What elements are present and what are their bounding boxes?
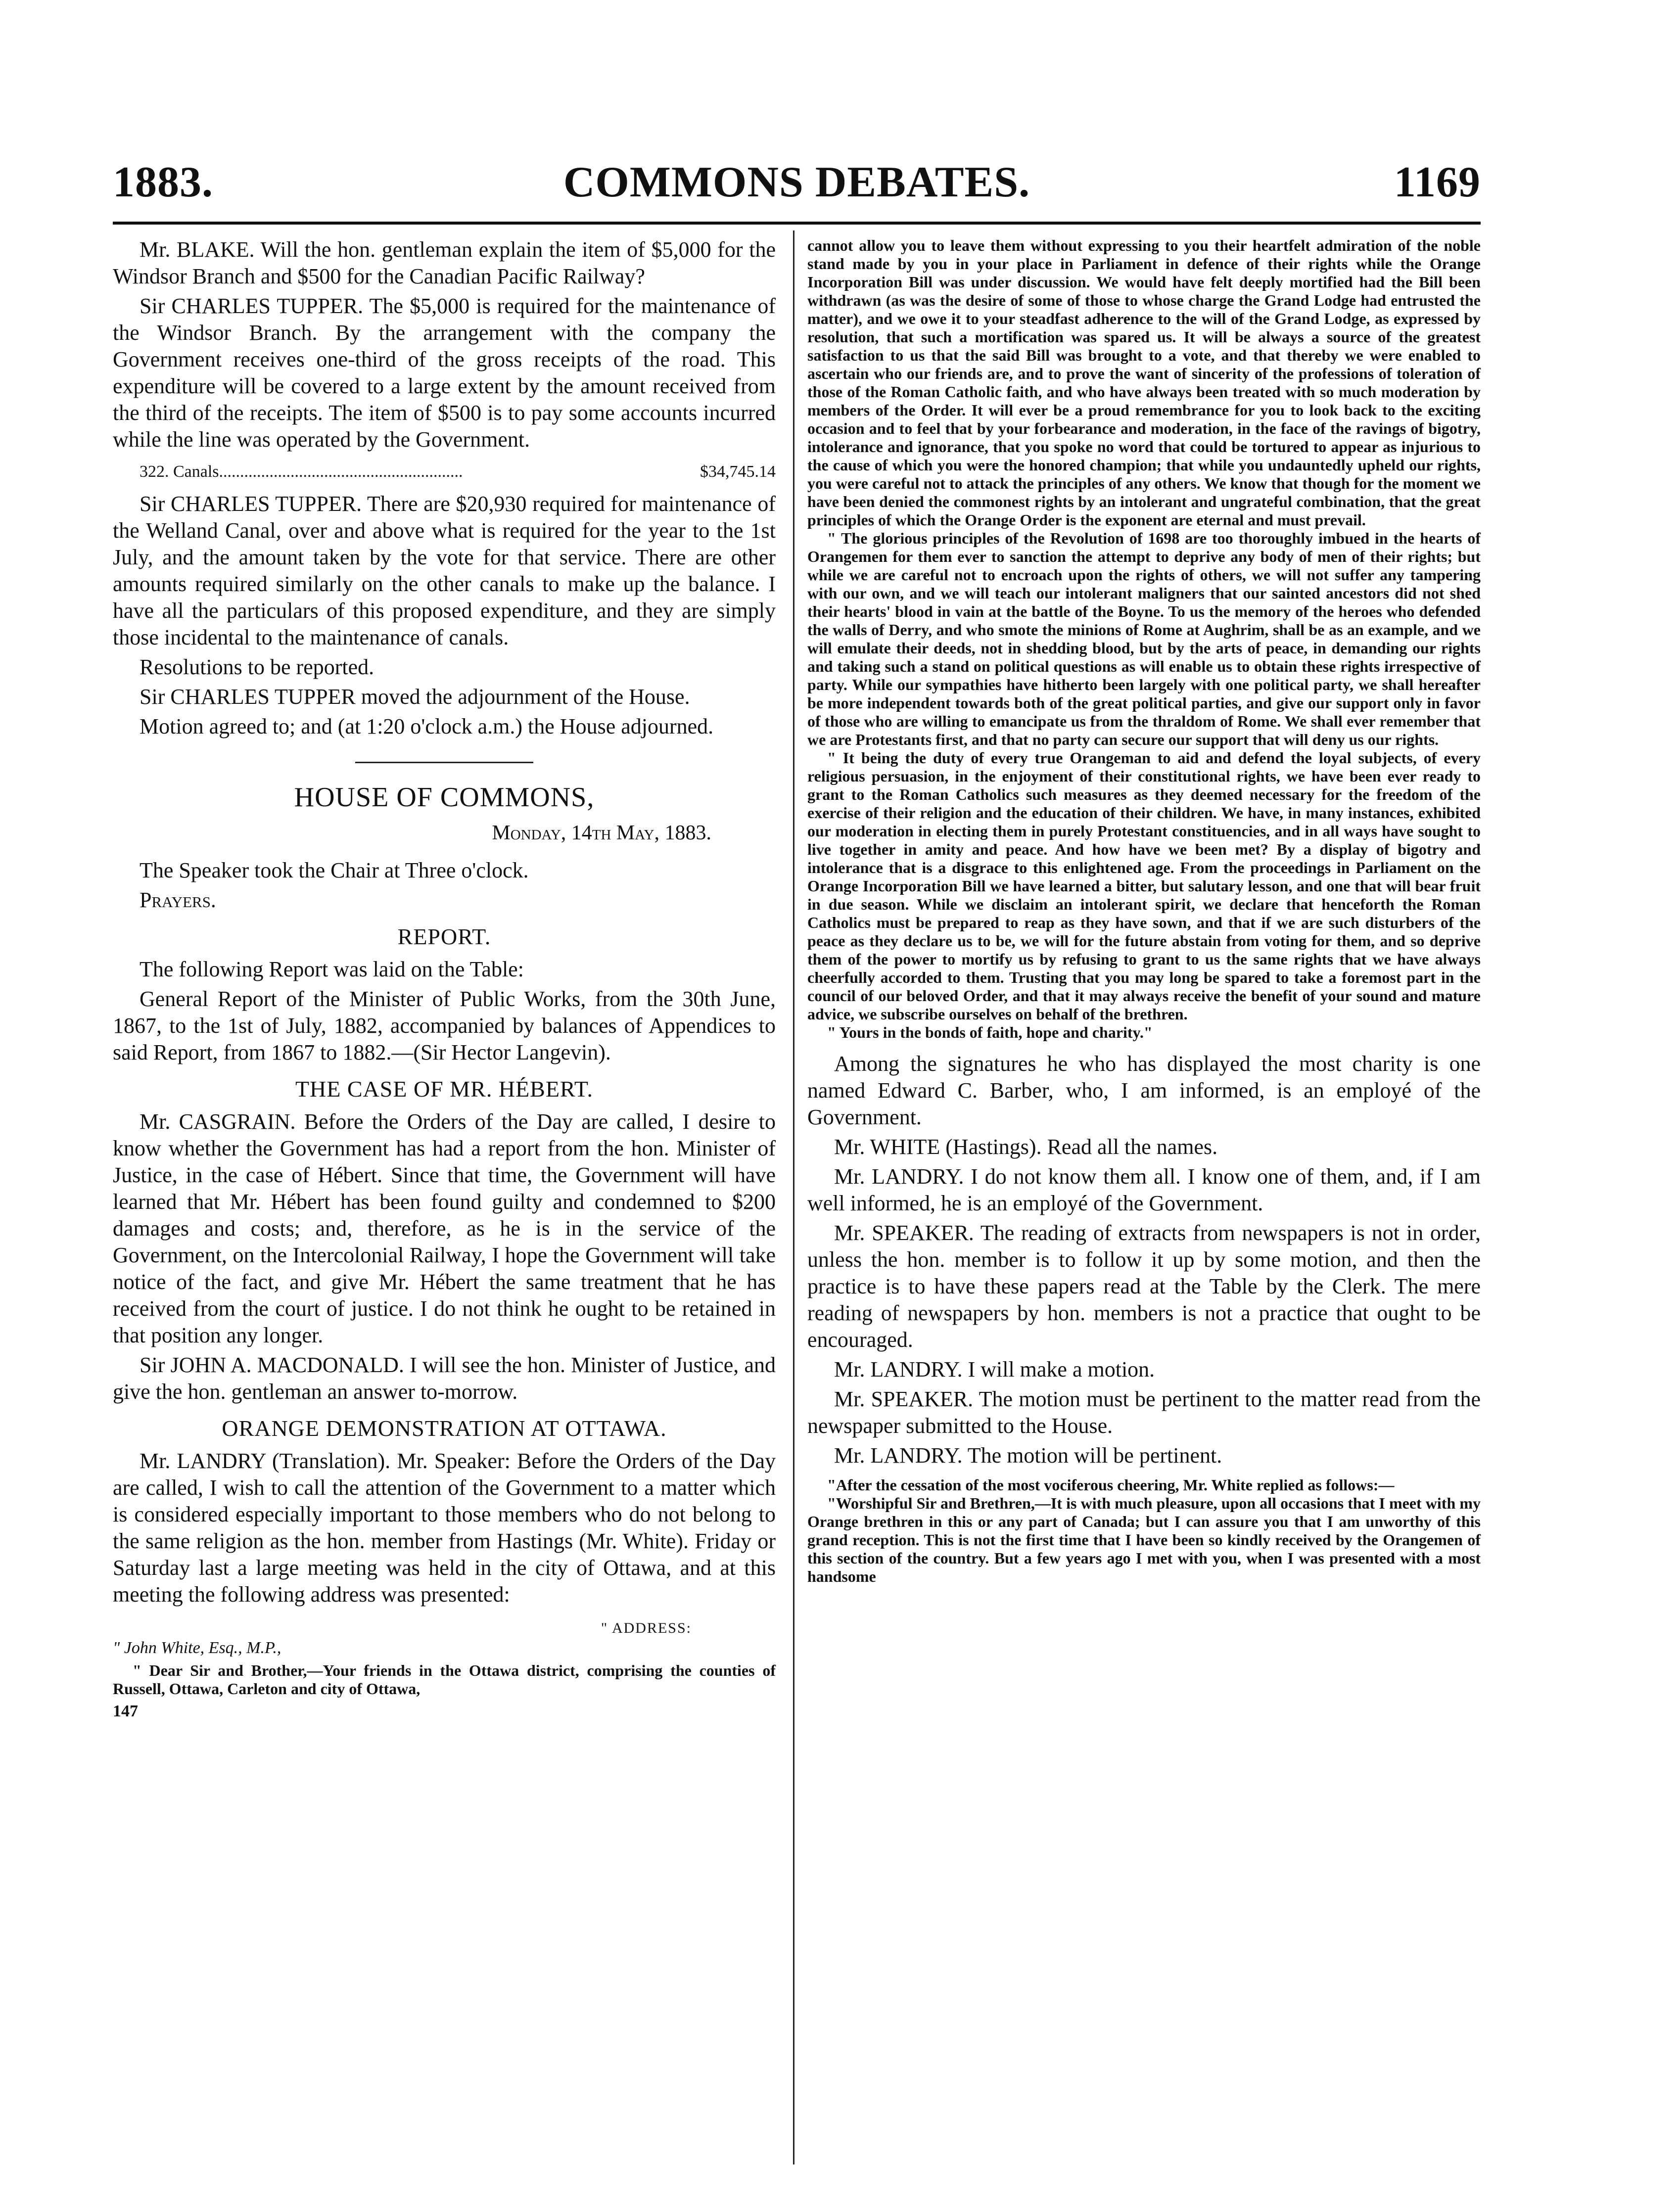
address-paragraph-2: " The glorious principles of the Revolution of 1698 are too thoroughly imbued in the hearts of Orangemen for them ever to sanction the attempt to deprive any body of men of their rights; but while we are careful not to encroach upon the rights of others, we will not suffer any tampering with our own, and we will teach our intolerant maligners that our sainted ancestors did not shed their hearts' blood in vain at the battle of the Boyne. To us the memory of the heroes who defended the walls of Derry, and who smote the minions of Rome at Aughrim, shall be as an example, and we will emulate their deeds, not in shedding blood, but by the arts of peace, in demanding our rights and taking such a stand on political questions as will enable us to obtain these rights irrespective of party. While our sympathies have hitherto been largely with one political party, we shall hereafter be more independent towards both of the great political parties, and give our support only in favor of those who are willing to emancipate us from the thraldom of Rome. We shall ever remember that we are Protestants first, and that no party can secure our support that will deny us our rights. <box>807 529 1481 748</box>
report-text: General Report of the Minister of Public Works, from the 30th June, 1867, to the 1st of July, 1882, accompanied by balances of Appendices to said Report, from 1867 to 1882.—(Sir Hector Langevin). <box>113 987 776 1064</box>
sitting-date: Monday, 14th May, 1883. <box>492 822 711 844</box>
page-header <box>113 157 1481 212</box>
header-title: COMMONS DEBATES. <box>563 158 1030 206</box>
landry-pertinent: Mr. LANDRY. The motion will be pertinent. <box>834 1443 1222 1468</box>
signatures-remark: Among the signatures he who has displayed the most charity is one named Edward C. Barber, who, I am informed, is an employé of the Government. <box>807 1052 1481 1129</box>
header-page-number: 1169 <box>1394 158 1481 206</box>
orange-heading: ORANGE DEMONSTRATION AT OTTAWA. <box>222 1416 667 1441</box>
left-column <box>113 236 776 1721</box>
address-paragraph-1: cannot allow you to leave them without expressing to you their heartfelt admiration of the noble stand made by you in your place in Parliament in defence of their rights while the Orange Incorporation Bill was under discussion. We would have felt deeply mortified had the Bill been withdrawn (as was the desire of some of those to whose charge the Grand Lodge had entrusted the matter), and we owe it to your steadfast adherence to the will of the Grand Lodge, as expressed by resolution, that such a mortification was spared us. It will be always a source of the greatest satisfaction to us that the said Bill was brought to a vote, and that thereby we were enabled to ascertain who our friends are, and to prove the want of sincerity of the professions of toleration of those of the Roman Catholic faith, and who have always been treated with so much moderation by members of the Order. It will ever be a proud remembrance for you to look back to the exciting occasion and to feel that by your forbearance and moderation, in the face of the ravings of bigotry, intolerance and ignorance, that you spoke no word that could be tortured to appear as injurious to the cause of which you were the honored champion; that while you undauntedly upheld our rights, you were careful not to attack the principles of any others. We know that though for the moment we have been denied the commonest rights by an intolerant and ungrateful combination, that the great principles of which the Orange Order is the exponent are eternal and must prevail. <box>807 236 1481 529</box>
supply-item-canals <box>140 460 776 484</box>
address-label: " ADDRESS: <box>601 1620 692 1636</box>
prayers-line: Prayers. <box>140 888 216 912</box>
section-rule <box>355 762 533 763</box>
landry-motion: Mr. LANDRY. I will make a motion. <box>834 1357 1155 1381</box>
column-divider <box>793 230 794 2164</box>
address-closing: " Yours in the bonds of faith, hope and charity." <box>827 1023 1153 1041</box>
resolutions-line: Resolutions to be reported. <box>140 655 374 679</box>
blake-question: Mr. BLAKE. Will the hon. gentleman explain the item of $5,000 for the Windsor Branch and $500 for the Canadian Pacific Railway? <box>113 237 776 288</box>
tupper-answer-canals: Sir CHARLES TUPPER. There are $20,930 required for maintenance of the Welland Canal, over and above what is required for the year to the 1st July, and the amount taken by the vote for that service. There are other amounts required similarly on the other canals to make up the balance. I have all the particulars of this proposed expenditure, and they are simply those incidental to the maintenance of canals. <box>113 492 776 649</box>
reply-text: "Worshipful Sir and Brethren,—It is with much pleasure, upon all occasions that I meet with my Orange brethren in this or any part of Canada; but I can assure you that I am unworthy of this grand reception. This is not the first time that I have been so kindly received by the Orangemen of this section of the country. But a few years ago I met with you, when I was presented with a most handsome <box>807 1494 1481 1585</box>
landry-speech: Mr. LANDRY (Translation). Mr. Speaker: Before the Orders of the Day are called, I wish to call the attention of the Government to a matter which is considered especially important to those members who do not belong to the same religion as the hon. member from Hastings (Mr. White). Friday or Saturday last a large meeting was held in the city of Ottawa, and at this meeting the following address was presented: <box>113 1449 776 1607</box>
right-column <box>807 236 1481 1586</box>
house-heading: HOUSE OF COMMONS, <box>294 782 595 813</box>
landry-reply: Mr. LANDRY. I do not know them all. I know one of them, and, if I am well informed, he is an employé of the Government. <box>807 1164 1481 1215</box>
casgrain-speech: Mr. CASGRAIN. Before the Orders of the Day are called, I desire to know whether the Government has had a report from the hon. Minister of Justice, in the case of Hébert. Since that time, the Government will have learned that Mr. Hébert has been found guilty and condemned to $200 damages and costs; and, therefore, as he is in the service of the Government, on the Intercolonial Railway, I hope the Government will take notice of the fact, and give Mr. Hébert the same treatment that he has received from the court of justice. I do not think he ought to be retained in that position any longer. <box>113 1109 776 1347</box>
header-year: 1883. <box>113 158 213 206</box>
address-paragraph-3: " It being the duty of every true Orangeman to aid and defend the loyal subjects, of every religious persuasion, in the enjoyment of their constitutional rights, we have been ever ready to grant to the Roman Catholics such measures as they deemed necessary for the freedom of the exercise of their religion and the education of their children. We have, in many instances, exhibited our moderation in electing them in purely Protestant constituencies, and in all ways have sought to live together in amity and peace. And how have we been met? By a display of bigotry and intolerance that is a disgrace to this enlightened age. From the proceedings in Parliament on the Orange Incorporation Bill we have learned a bitter, but salutary lesson, and one that will bear fruit in due season. While we disclaim an intolerant spirit, we declare that henceforth the Roman Catholics must be prepared to reap as they have sown, and that if we are such disturbers of the peace as they declare us to be, we will for the future abstain from voting for them, and so deprive them of the power to mortify us by refusing to grant to us the same rights that we have always cheerfully accorded to them. Trusting that you may long be spared to take a foremost part in the council of our beloved Order, and that it may always receive the benefit of your sound and mature advice, we subscribe ourselves on behalf of the brethren. <box>807 749 1481 1023</box>
hebert-heading: THE CASE OF MR. HÉBERT. <box>295 1076 594 1102</box>
supply-item-label: 322. Canals.......................................................... <box>140 462 463 481</box>
header-rule <box>113 222 1481 225</box>
macdonald-reply: Sir JOHN A. MACDONALD. I will see the hon. Minister of Justice, and give the hon. gentleman an answer to-morrow. <box>113 1353 776 1404</box>
address-opening: " Dear Sir and Brother,—Your friends in the Ottawa district, comprising the counties of Russell, Ottawa, Carleton and city of Ottawa, <box>113 1661 776 1698</box>
tupper-answer-windsor: Sir CHARLES TUPPER. The $5,000 is required for the maintenance of the Windsor Branch. By the arrangement with the company the Government receives one-third of the gross receipts of the road. This expenditure will be covered to a large extent by the amount received from the third of the receipts. The item of $500 is to pay some accounts incurred while the line was operated by the Government. <box>113 294 776 452</box>
speaker-took-chair: The Speaker took the Chair at Three o'clock. <box>140 858 529 882</box>
adjournment-motion: Sir CHARLES TUPPER moved the adjournment of the House. <box>140 685 690 709</box>
report-heading: REPORT. <box>397 924 491 949</box>
reply-intro: "After the cessation of the most vociferous cheering, Mr. White replied as follows:— <box>827 1476 1395 1494</box>
house-adjourned: Motion agreed to; and (at 1:20 o'clock a.m.) the House adjourned. <box>140 714 714 738</box>
speaker-pertinence: Mr. SPEAKER. The motion must be pertinent to the matter read from the newspaper submitted to the House. <box>807 1387 1481 1438</box>
speaker-ruling: Mr. SPEAKER. The reading of extracts from newspapers is not in order, unless the hon. member is to follow it up by some motion, and then the practice is to have these papers read at the Table by the Clerk. The mere reading of newspapers by hon. members is not a practice that ought to be encouraged. <box>807 1221 1481 1352</box>
report-intro: The following Report was laid on the Table: <box>140 957 524 981</box>
address-recipient: " John White, Esq., M.P., <box>113 1639 281 1657</box>
supply-item-amount: $34,745.14 <box>700 462 776 481</box>
white-interjection: Mr. WHITE (Hastings). Read all the names. <box>834 1135 1218 1159</box>
signature-mark: 147 <box>113 1702 138 1720</box>
